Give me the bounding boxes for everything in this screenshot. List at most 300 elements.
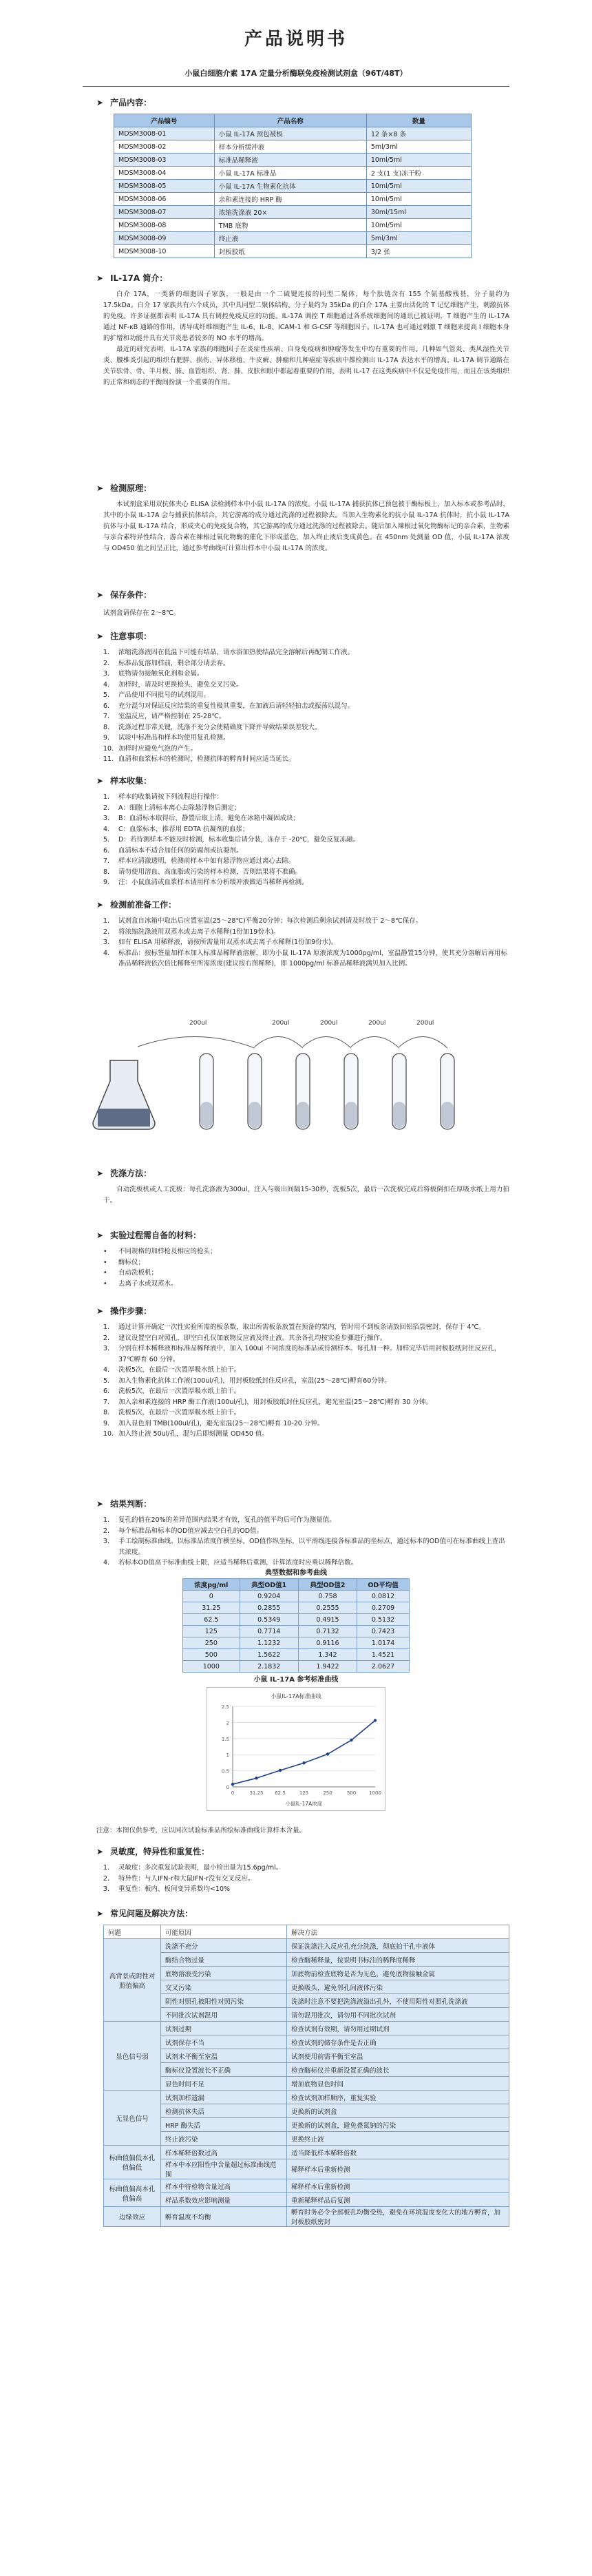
- prep-list: [103, 916, 509, 970]
- list-text: 若标本OD值高于标准曲线上限，应适当稀释后重测，计算浓度时应乘以稀释倍数。: [118, 1559, 358, 1567]
- table-row: [104, 1980, 509, 1994]
- table-cell: MDSM3008-09: [114, 232, 215, 245]
- section-heading: ➤ 灵敏度，特异性和重复性：: [96, 1847, 210, 1856]
- transfer-arrow: [303, 1036, 351, 1048]
- section-heading: ➤ 检测原理：: [96, 483, 152, 493]
- list-item: [103, 1333, 509, 1344]
- list-item: [103, 711, 509, 722]
- list-item: [103, 937, 509, 948]
- list-number: 4.: [103, 1366, 110, 1374]
- transfer-arrow: [351, 1036, 399, 1048]
- table-cell: 小鼠 IL-17A 预包被板: [214, 127, 366, 140]
- list-number: 2.: [103, 1527, 110, 1535]
- list-number: 1.: [103, 1864, 110, 1872]
- table-cell: 1.342: [298, 1649, 357, 1661]
- table-cell: MDSM3008-01: [114, 127, 215, 140]
- table-cell: 0.9116: [298, 1637, 357, 1649]
- table-row: [114, 206, 472, 219]
- x-tick-label: 0: [231, 1790, 235, 1796]
- list-text: 每个标准品和标本的OD值应减去空白孔的OD值。: [118, 1527, 264, 1535]
- list-number: •: [103, 1269, 107, 1277]
- y-tick-label: 2: [226, 1720, 229, 1726]
- table-cell: 终止液: [214, 232, 366, 245]
- table-row: [104, 2008, 509, 2022]
- list-text: 室温反应，请严格控制在 25-28℃。: [118, 713, 226, 720]
- section-heading: ➤ 实验过程需自备的材料：: [96, 1231, 202, 1240]
- table-header-row: [183, 1579, 410, 1591]
- list-text: 将浓缩洗涤液用双蒸水或去离子水稀释(1份加19份水)。: [118, 928, 280, 936]
- table-row: [104, 2035, 509, 2049]
- y-tick-label: 0: [226, 1785, 229, 1790]
- transfer-volume-label: 200ul: [368, 1020, 386, 1027]
- problem-cell: 标曲值偏低本孔值偏低: [104, 2146, 161, 2179]
- x-axis-label: 小鼠IL-17A浓度: [285, 1801, 323, 1807]
- solution-cell: 请勿混用批次，请勿用不同批次试剂: [287, 2008, 509, 2022]
- table-cell: 10ml/5ml: [366, 219, 471, 232]
- solution-cell: 更换新的试剂盒: [287, 2104, 509, 2118]
- data-point: [279, 1769, 282, 1772]
- list-number: 8.: [103, 1409, 110, 1416]
- list-item: [103, 1279, 509, 1290]
- list-number: 2.: [103, 1334, 110, 1342]
- table-cell: 10ml/5ml: [366, 154, 471, 167]
- list-number: 3.: [103, 939, 110, 946]
- divider: [83, 86, 509, 87]
- table-cell: 样本分析缓冲液: [214, 140, 366, 154]
- list-item: [103, 733, 509, 744]
- column-header: 浓度pg/ml: [183, 1579, 240, 1591]
- list-number: 5.: [103, 1376, 110, 1385]
- table-cell: 5ml/3ml: [366, 232, 471, 245]
- list-item: [103, 846, 509, 857]
- list-item: [103, 1884, 509, 1895]
- data-point: [255, 1777, 257, 1779]
- cause-cell: 终止液污染: [161, 2132, 287, 2146]
- list-item: [103, 1397, 509, 1408]
- list-item: [103, 680, 509, 691]
- contents-table: [114, 114, 472, 258]
- table-row: [104, 2207, 509, 2227]
- list-text: 不同规格的加样枪及相应的枪头；: [118, 1248, 217, 1255]
- cause-cell: 样本中本应阳性中含量超过标准曲线范围: [161, 2159, 287, 2179]
- list-item: [103, 647, 509, 658]
- list-number: 1.: [103, 793, 110, 801]
- list-text: 去离子水或双蒸水。: [118, 1279, 178, 1288]
- list-number: 8.: [103, 868, 110, 876]
- cause-cell: 酶结合物过量: [161, 1953, 287, 1967]
- table-cell: 0.5349: [240, 1614, 298, 1626]
- list-item: [103, 669, 509, 680]
- troubleshooting-table: [103, 1925, 509, 2227]
- table-cell: 0.0812: [357, 1591, 410, 1602]
- cause-cell: 不同批次试剂混用: [161, 2008, 287, 2022]
- y-tick-label: 1.5: [221, 1736, 229, 1742]
- table-row: [114, 219, 472, 232]
- table-row: [104, 2091, 509, 2104]
- section-heading: ➤ 结果判断：: [96, 1499, 152, 1509]
- transfer-arrow: [399, 1036, 447, 1048]
- table-cell: 250: [183, 1637, 240, 1649]
- column-header: 产品名称: [214, 114, 366, 127]
- table-cell: 10ml/5ml: [366, 193, 471, 206]
- problem-cell: 高背景或阴性对照值偏高: [104, 1939, 161, 2022]
- document-subtitle: 小鼠白细胞介素 17A 定量分析酶联免疫检测试剂盒（96T/48T）: [184, 69, 408, 78]
- list-number: 3.: [103, 1345, 110, 1352]
- list-item: [103, 1429, 509, 1440]
- list-item: [103, 1322, 509, 1333]
- table-header-row: [104, 1925, 509, 1939]
- table-row: [104, 2159, 509, 2179]
- list-item: [103, 1526, 509, 1537]
- table-cell: 2.0627: [357, 1661, 410, 1673]
- data-point: [374, 1719, 377, 1721]
- table-cell: MDSM3008-08: [114, 219, 215, 232]
- list-item: [103, 722, 509, 733]
- table-row: [114, 167, 472, 180]
- document-title: 产品说明书: [244, 29, 348, 50]
- solution-cell: 更换新的试剂盒，避免叠氮钠的污染: [287, 2118, 509, 2132]
- list-number: 2.: [103, 928, 110, 936]
- table-cell: 标准品稀释液: [214, 154, 366, 167]
- table-cell: MDSM3008-10: [114, 245, 215, 258]
- table-cell: 浓缩洗涤液 20×: [214, 206, 366, 219]
- table-cell: 2.1832: [240, 1661, 298, 1673]
- solution-cell: 检查酶标仪并重新设置正确的波长: [287, 2063, 509, 2077]
- table-cell: 62.5: [183, 1614, 240, 1626]
- list-text: D：若待测样本不能及时检测，标本收集后请分装，冻存于 -20℃，避免反复冻融。: [118, 836, 360, 844]
- list-item: [103, 867, 509, 878]
- table-row: [104, 1953, 509, 1967]
- list-text: 洗板5次，在最后一次置厚吸水纸上拍干。: [118, 1366, 241, 1374]
- list-item: [103, 803, 509, 814]
- list-number: 2.: [103, 659, 110, 667]
- cause-cell: 酶标仪设置波长不正确: [161, 2063, 287, 2077]
- list-number: 11.: [103, 755, 114, 763]
- section-heading: ➤ 产品内容：: [96, 98, 152, 107]
- solution-cell: 检查酶稀释量，按说明书标注的稀释度稀释: [287, 1953, 509, 1967]
- table-row: [104, 2146, 509, 2159]
- table-cell: 12 条×8 条: [366, 127, 471, 140]
- problem-cell: 标曲值偏高本孔值偏高: [104, 2179, 161, 2207]
- table-row: [114, 180, 472, 193]
- list-text: 通过计算并确定一次性实验所需的板条数，取出所需板条放置在预备的架内，暂时用不到板条请放回铝箔袋密封，保存于 4℃。: [118, 1323, 485, 1331]
- column-header: 典型OD值2: [298, 1579, 357, 1591]
- table-cell: MDSM3008-03: [114, 154, 215, 167]
- list-item: [103, 701, 509, 712]
- list-number: 5.: [103, 836, 110, 844]
- list-text: 样本应清澈透明，检测前样本中如有悬浮物应通过离心去除。: [118, 857, 295, 865]
- table-cell: 10ml/5ml: [366, 180, 471, 193]
- table-header-row: [114, 114, 472, 127]
- list-number: 4.: [103, 680, 110, 689]
- perf-list: [103, 1863, 509, 1895]
- list-item: [103, 835, 509, 846]
- y-tick-label: 2.5: [221, 1704, 229, 1710]
- list-item: [103, 1386, 509, 1397]
- list-text: 洗涤过程非常关键，洗涤不充分会使精确度下降并导致结果误差较大。: [118, 723, 321, 731]
- list-text: A：细胞上清标本离心去除悬浮物后测定；: [118, 804, 241, 812]
- table-cell: 0.7132: [298, 1626, 357, 1637]
- table-cell: 0.4915: [298, 1614, 357, 1626]
- chart-note: 注意：本图仅供参考，应以同次试验标准品所绘标准曲线计算样本含量。: [96, 1827, 306, 1834]
- table-row: [183, 1661, 410, 1673]
- table-row: [104, 1967, 509, 1980]
- list-item: [103, 927, 509, 938]
- list-number: 3.: [103, 815, 110, 822]
- solution-cell: 检查试剂加样顺序，重复实验: [287, 2091, 509, 2104]
- table-row: [104, 2063, 509, 2077]
- table-cell: 1.9422: [298, 1661, 357, 1673]
- section-heading: ➤ 检测前准备工作：: [96, 900, 177, 910]
- column-header: 典型OD值1: [240, 1579, 298, 1591]
- list-item: [103, 1268, 509, 1279]
- table-cell: 小鼠 IL-17A 生物素化抗体: [214, 180, 366, 193]
- list-item: [103, 916, 509, 927]
- cause-cell: 样本中待检物含量过高: [161, 2179, 287, 2193]
- section-heading: ➤ 注意事项：: [96, 631, 152, 641]
- list-number: 1.: [103, 1323, 110, 1331]
- tube-liquid: [200, 1102, 213, 1128]
- transfer-volume-label: 200ul: [189, 1020, 207, 1027]
- y-tick-label: 0.5: [221, 1768, 229, 1774]
- table-row: [104, 2118, 509, 2132]
- solution-cell: 检查试剂有效期，请勿用过期试剂: [287, 2022, 509, 2035]
- list-number: 1.: [103, 917, 110, 925]
- list-number: •: [103, 1248, 107, 1255]
- cause-cell: HRP 酶失活: [161, 2118, 287, 2132]
- table-cell: 125: [183, 1626, 240, 1637]
- cause-cell: 样品系数效应影响测量: [161, 2193, 287, 2207]
- table-cell: 1.1232: [240, 1637, 298, 1649]
- list-text: 注：小鼠血清或血浆样本请用样本分析缓冲液做适当稀释再检测。: [118, 879, 308, 886]
- list-item: [103, 1257, 509, 1268]
- tube-liquid: [297, 1102, 309, 1128]
- table-row: [183, 1602, 410, 1614]
- list-item: [103, 1536, 509, 1558]
- table-cell: MDSM3008-05: [114, 180, 215, 193]
- cause-cell: 交叉污染: [161, 1980, 287, 1994]
- x-tick-label: 31.25: [249, 1790, 264, 1796]
- data-point: [350, 1739, 352, 1741]
- list-text: 分别在样本稀释液和标准品稀释液中，加入 100ul 不同浓度的标准品或待测样本。每孔加一种。加样完毕后用封板胶纸封住反应孔，37℃孵育 60 分钟。: [118, 1345, 501, 1363]
- list-number: 9.: [103, 1419, 110, 1427]
- transfer-volume-label: 200ul: [416, 1020, 434, 1027]
- list-item: [103, 744, 509, 755]
- section-heading: ➤ 保存条件：: [96, 590, 152, 600]
- wash-text: 自动洗板机或人工洗板：每孔洗涤液为300ul，注入与吸出间隔15-30秒，洗板5次，最后一次洗板完成后将板倒扣在厚吸水纸上用力拍干。: [103, 1186, 509, 1204]
- table-row: [114, 140, 472, 154]
- table-cell: MDSM3008-04: [114, 167, 215, 180]
- table-cell: 3/2 张: [366, 245, 471, 258]
- table-cell: 0.2855: [240, 1602, 298, 1614]
- sample-list: [103, 792, 509, 888]
- calc-list: [103, 1515, 509, 1569]
- table-cell: MDSM3008-02: [114, 140, 215, 154]
- principle-text: 本试剂盒采用双抗体夹心 ELISA 法检测样本中小鼠 IL-17A 的浓度。小鼠 IL-17A 捕获抗体已预包被于酶标板上，加入标本或参考品时，其中的小鼠 IL-17A 会与捕获抗体结合，其它游离的成分通过洗涤的过程被除去。当加入生物素化的抗小鼠 IL-17A 抗体时，抗小鼠 IL-17A 抗体与小鼠 IL-17A 结合，形成夹心的免疫复合物，其它游离的成分通过洗涤的过程被除去。随后加入辣根过氧化物酶标记的亲合素，生物素与亲合素特异性结合，游合素在辣根过氧化物酶的催化下形成蓝色，加入终止液后变成黄色。在 450nm 处测量 OD 值，小鼠 IL-17A 浓度与 OD450 值之间呈正比，通过参考曲线可计算出样本中小鼠 IL-17A 的浓度。: [103, 501, 509, 552]
- list-item: [103, 856, 509, 867]
- solution-cell: 稀释样本后重新检测: [287, 2159, 509, 2179]
- cause-cell: 检测抗体失活: [161, 2104, 287, 2118]
- list-text: 标准品：按标签量加样本加入标准品稀释液溶解，即为小鼠 IL-17A 原液浓度为1000pg/ml，室温静置15分钟，使其充分溶解后再用标准品稀释液依次倍比稀释至所需浓度(建议按右图稀释)，即 1000pg/ml 标准品稀释液满贝加入比例。: [118, 949, 507, 967]
- list-text: 样本的收集请按下列流程进行操作：: [118, 793, 224, 801]
- table-row: [183, 1637, 410, 1649]
- transfer-arrow: [138, 1036, 255, 1048]
- column-header: 数量: [366, 114, 471, 127]
- section-heading: ➤ 样本收集：: [96, 776, 152, 786]
- list-text: 请勿使用溶血、高血脂或污染的样本检测，否则结果将不准确。: [118, 868, 302, 876]
- list-number: 7.: [103, 713, 110, 720]
- list-text: 底物请勿接触氧化剂和金属。: [118, 670, 204, 678]
- list-text: 加入终止液 50ul/孔，混匀后即刻测量 OD450 值。: [118, 1430, 268, 1438]
- y-tick-label: 1: [226, 1752, 229, 1759]
- problem-cell: 显色信号弱: [104, 2022, 161, 2091]
- solution-cell: 孵育时务必令全部板孔均衡受热，避免在环境温度变化大的地方孵育，加封板胶纸密封: [287, 2207, 509, 2227]
- list-number: 2.: [103, 1874, 110, 1883]
- list-text: 特异性：与人IFN-r和大鼠IFN-r没有交叉反应。: [118, 1874, 255, 1883]
- cause-cell: 试剂保存不当: [161, 2035, 287, 2049]
- list-text: 手工绘制标准曲线。以标准品浓度作横坐标，OD值作纵坐标，以平滑线连接各标准品的坐标点，通过标本的OD值可在标准曲线上查出其浓度。: [118, 1538, 505, 1556]
- list-text: 加入生物素化抗体工作液(100ul/孔)，用封板胶纸封住反应孔，室温(25～28℃)孵育60分钟。: [118, 1376, 391, 1385]
- tube-liquid: [249, 1102, 261, 1128]
- list-number: 7.: [103, 1398, 110, 1406]
- list-number: 10.: [103, 1430, 114, 1438]
- list-number: 3.: [103, 670, 110, 678]
- list-number: •: [103, 1279, 107, 1288]
- standard-curve-chart: [207, 1687, 385, 1811]
- list-text: 建议设置空白对照孔，即空白孔仅加底物反应液及终止液。其余各孔均按实验步骤进行操作。: [118, 1334, 387, 1342]
- list-number: 4.: [103, 949, 110, 957]
- table-cell: 0.2555: [298, 1602, 357, 1614]
- list-item: [103, 1418, 509, 1430]
- list-number: 3.: [103, 1538, 110, 1545]
- table-cell: 0.5132: [357, 1614, 410, 1626]
- flask-liquid: [98, 1109, 150, 1127]
- table-cell: 0.7714: [240, 1626, 298, 1637]
- typical-data-table: [182, 1578, 410, 1673]
- solution-cell: 稀释样本后重新检测: [287, 2179, 509, 2193]
- cause-cell: 洗涤不充分: [161, 1939, 287, 1953]
- list-text: 血清标本不适合加任何的防腐剂或抗凝剂。: [118, 846, 243, 855]
- list-number: 6.: [103, 846, 110, 855]
- transfer-arrow: [255, 1036, 303, 1048]
- list-item: [103, 813, 509, 824]
- data-point: [326, 1752, 329, 1755]
- table-cell: 30ml/15ml: [366, 206, 471, 219]
- cause-cell: 试剂过期: [161, 2022, 287, 2035]
- list-item: [103, 948, 509, 970]
- cause-cell: 阴性对照孔被阳性对照污染: [161, 1994, 287, 2008]
- table-row: [104, 2049, 509, 2063]
- table-row: [104, 2132, 509, 2146]
- table-row: [183, 1614, 410, 1626]
- list-number: 8.: [103, 723, 110, 731]
- solution-cell: 适当降低样本稀释倍数: [287, 2146, 509, 2159]
- column-header: 可能原因: [161, 1925, 287, 1939]
- list-item: [103, 877, 509, 888]
- column-header: 解决方法: [287, 1925, 509, 1939]
- table-row: [183, 1626, 410, 1637]
- list-number: 6.: [103, 1388, 110, 1395]
- table-row: [104, 1939, 509, 1953]
- table-row: [104, 2193, 509, 2207]
- list-number: 6.: [103, 702, 110, 710]
- solution-cell: 洗涤时注意不要把洗涤液溢出孔外，不使用阳性对照孔洗涤液: [287, 1994, 509, 2008]
- section-heading: ➤ 常见问题及解决方法：: [96, 1909, 193, 1918]
- list-item: [103, 1343, 509, 1365]
- x-tick-label: 250: [323, 1790, 332, 1796]
- section-heading: ➤ IL-17A 简介：: [96, 273, 168, 283]
- list-item: [103, 1365, 509, 1376]
- procedure-list: [103, 1322, 509, 1440]
- x-tick-label: 125: [299, 1790, 309, 1796]
- tube-liquid: [345, 1102, 357, 1128]
- dilution-diagram: [89, 1005, 503, 1143]
- x-tick-label: 500: [346, 1790, 357, 1796]
- list-text: 加样时应避免气泡的产生。: [118, 744, 198, 753]
- solution-cell: 更换终止液: [287, 2132, 509, 2146]
- list-text: 灵敏度：多次重复试验表明，最小检出量为15.6pg/ml。: [118, 1864, 283, 1872]
- table-cell: 5ml/3ml: [366, 140, 471, 154]
- section-heading: ➤ 操作步骤：: [96, 1306, 152, 1316]
- transfer-volume-label: 200ul: [272, 1020, 290, 1027]
- list-number: 3.: [103, 1885, 110, 1893]
- list-item: [103, 1515, 509, 1526]
- list-text: 加入显色剂 TMB(100ul/孔)，避光室温(25～28℃)孵育 10-20 分钟。: [118, 1419, 324, 1427]
- table-row: [104, 2104, 509, 2118]
- table-cell: 1000: [183, 1661, 240, 1673]
- column-header: 产品编号: [114, 114, 215, 127]
- cause-cell: 试剂未平衡至室温: [161, 2049, 287, 2063]
- table-row: [114, 154, 472, 167]
- solution-cell: 检查试剂的储存条件是否正确: [287, 2035, 509, 2049]
- list-item: [103, 792, 509, 803]
- table-row: [183, 1649, 410, 1661]
- list-number: 4.: [103, 1559, 110, 1567]
- list-item: [103, 1246, 509, 1257]
- transfer-volume-label: 200ul: [320, 1020, 338, 1027]
- table-cell: 2 支(1 支)冻干粉: [366, 167, 471, 180]
- table-row: [104, 2077, 509, 2091]
- list-item: [103, 754, 509, 765]
- list-item: [103, 658, 509, 669]
- cause-cell: 显色时间不足: [161, 2077, 287, 2091]
- cause-cell: 样本稀释倍数过高: [161, 2146, 287, 2159]
- solution-cell: 加底物前检查底物是否为无色，避免底物接触金属: [287, 1967, 509, 1980]
- table-cell: 0: [183, 1591, 240, 1602]
- list-text: C：血浆标本，推荐用 EDTA 抗凝剂的血浆；: [118, 825, 249, 833]
- list-text: 标准品复溶加样前，剩余部分请丢弃。: [118, 659, 230, 667]
- list-number: 4.: [103, 825, 110, 833]
- list-text: 试剂盒自冰箱中取出后应置室温(25～28℃)平衡20分钟；每次检测后剩余试剂请及时放于 2～8℃保存。: [118, 917, 423, 925]
- list-item: [103, 1407, 509, 1418]
- list-text: 酶标仪；: [118, 1258, 145, 1266]
- table-row: [104, 2179, 509, 2193]
- list-text: B：血清标本取得后，静置后取上清，避免在冰箱中凝固成块；: [118, 815, 300, 822]
- table-cell: 0.7423: [357, 1626, 410, 1637]
- cautions-list: [103, 647, 509, 765]
- list-text: 加入亲和素连接的 HRP 酶工作液(100ul/孔)，用封板胶纸封住反应孔，避光室温(25～28℃)孵育 30 分钟。: [118, 1398, 432, 1406]
- table-cell: 1.0174: [357, 1637, 410, 1649]
- table-cell: MDSM3008-07: [114, 206, 215, 219]
- column-header: OD平均值: [357, 1579, 410, 1591]
- solution-cell: 重新稀释样品后复测: [287, 2193, 509, 2207]
- solution-cell: 试剂使用前需平衡至室温: [287, 2049, 509, 2063]
- list-text: 试验中标准品和样本均使用复孔检测。: [118, 734, 230, 742]
- table-cell: 小鼠 IL-17A 标准品: [214, 167, 366, 180]
- list-text: 浓缩洗涤液因在低温下可能有结晶，请水浴加热使结晶完全溶解后再配制工作液。: [118, 649, 355, 656]
- list-item: [103, 1376, 509, 1387]
- solution-cell: 保证洗涤注入反应孔充分洗涤，彻底拍干孔中液体: [287, 1939, 509, 1953]
